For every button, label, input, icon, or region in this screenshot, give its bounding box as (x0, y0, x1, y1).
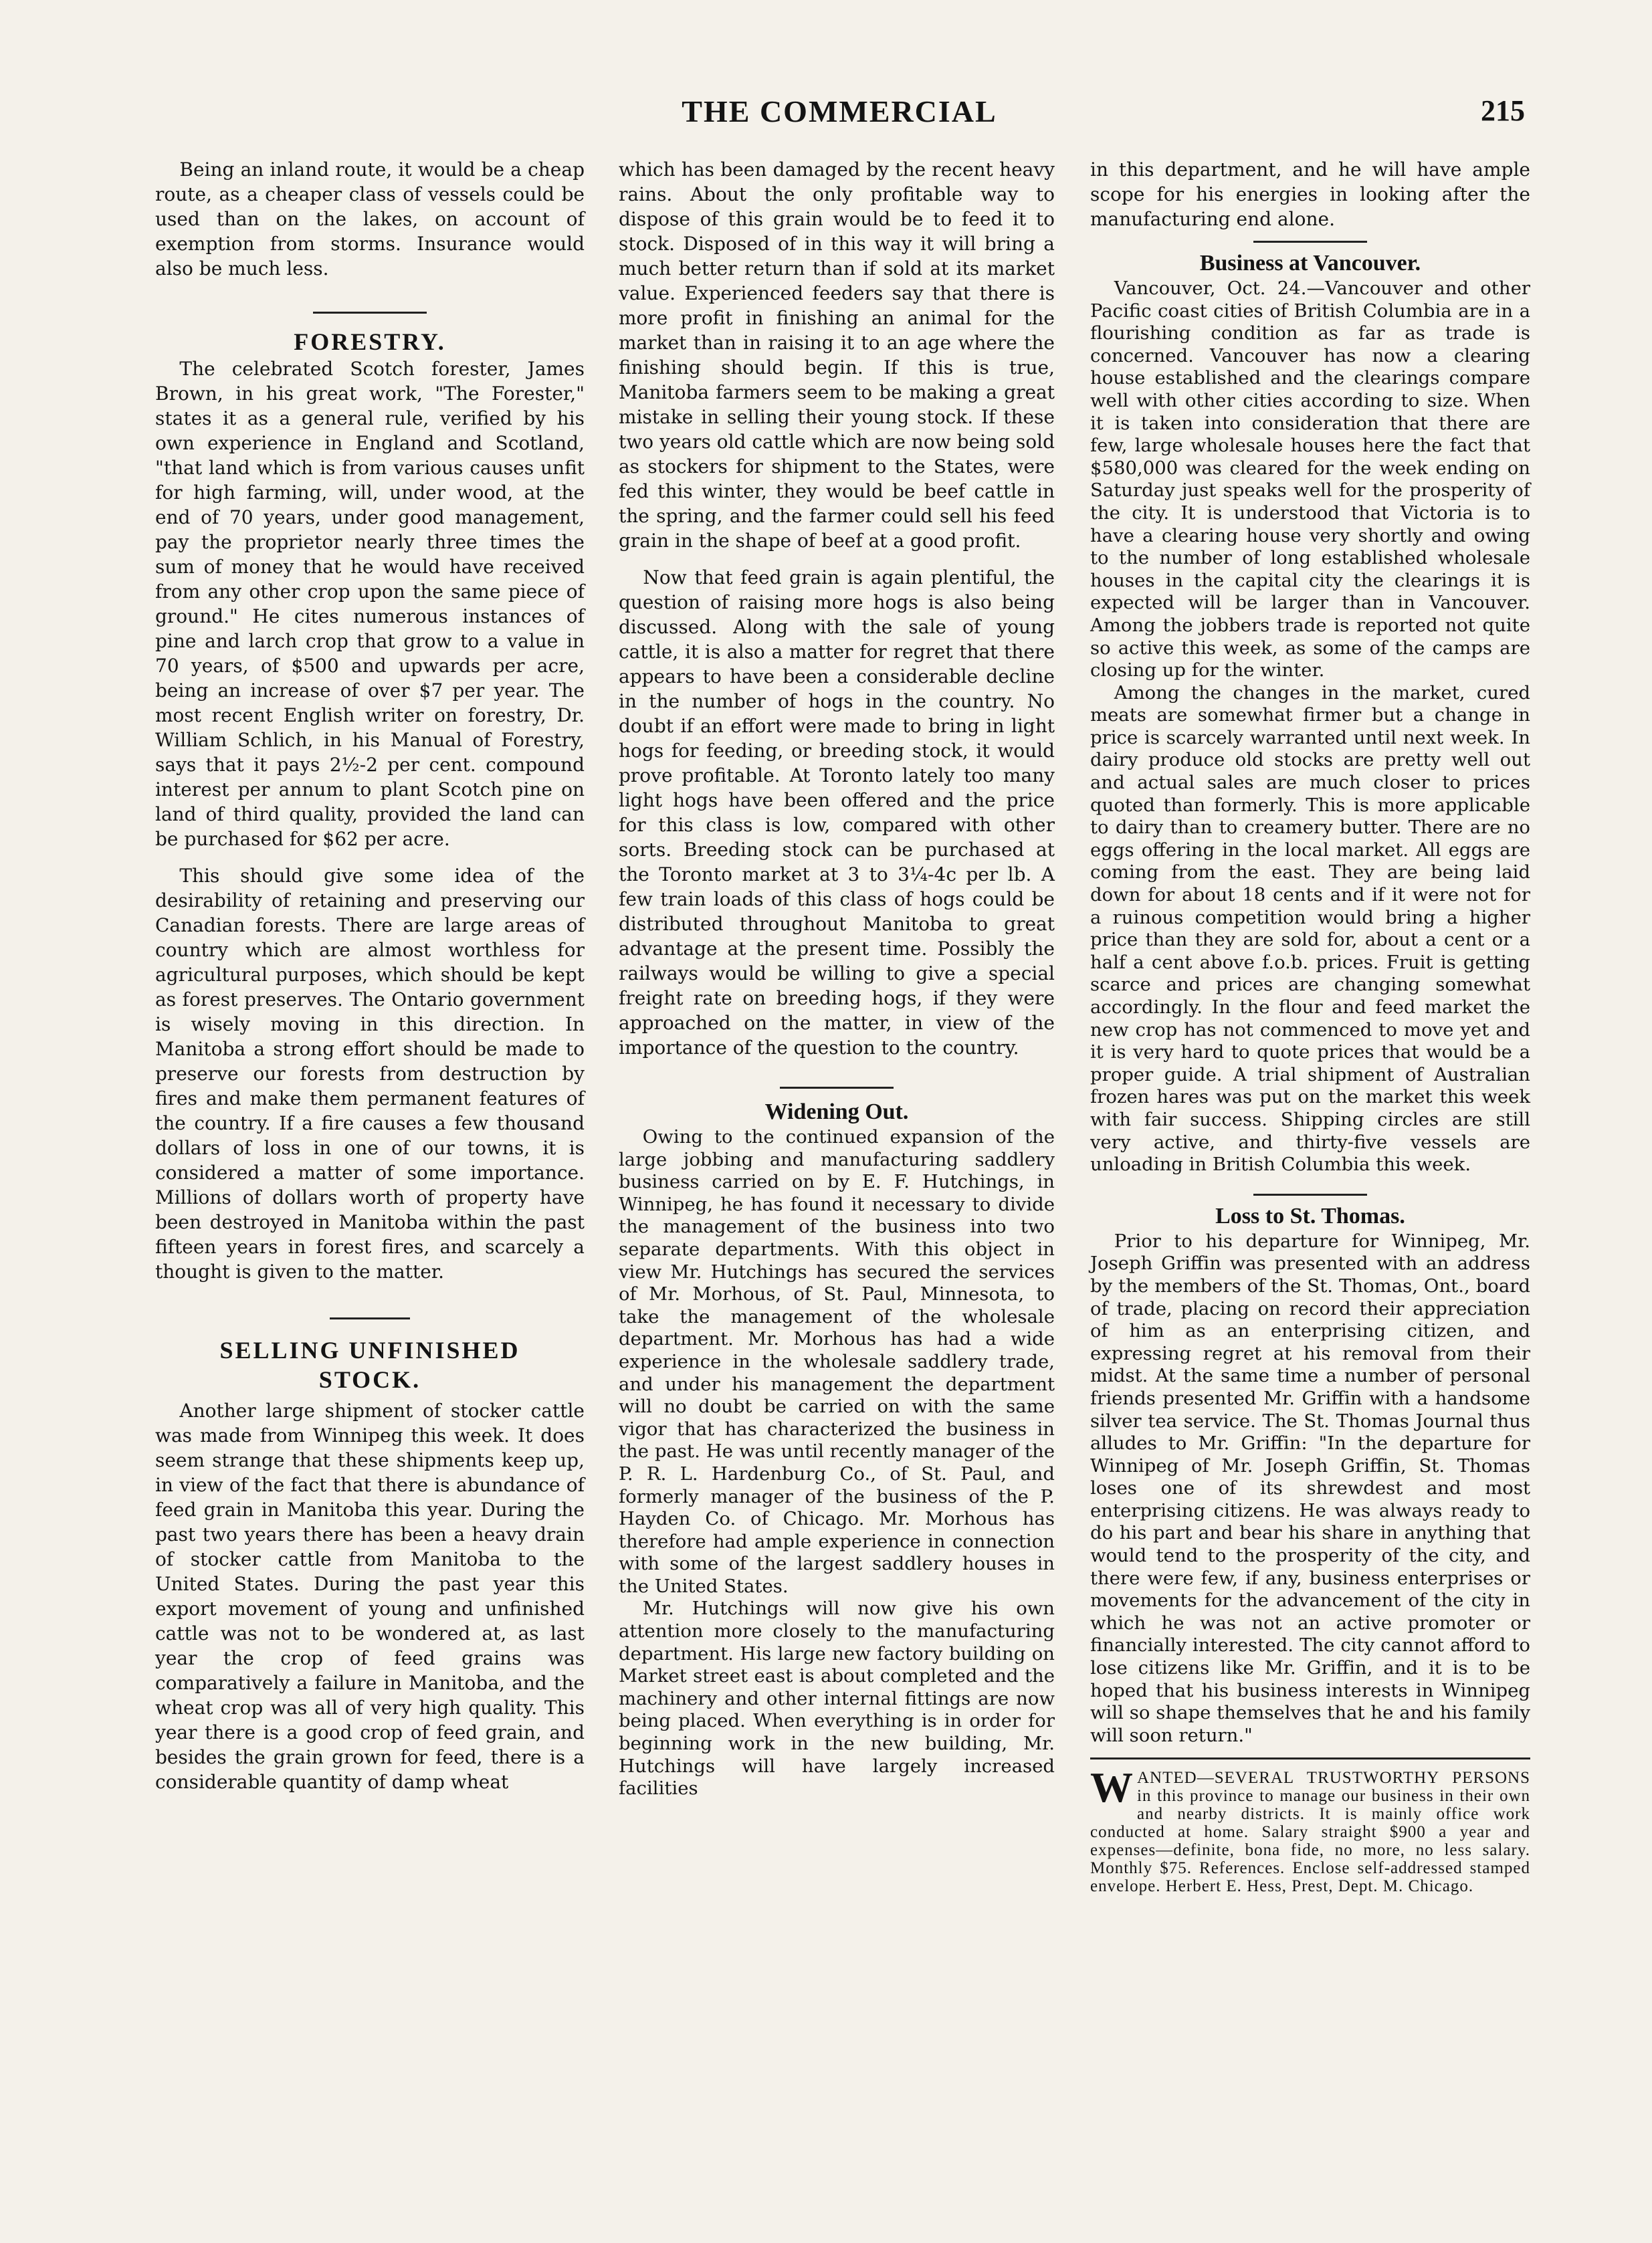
forestry-heading: FORESTRY. (294, 328, 446, 355)
vancouver-paragraph-2: Among the changes in the market, cured meats are somewhat firmer but a change in price is scarcely warranted until next week. In dairy produce old stocks are pretty well out and actual sales are much closer to prices quoted than formerly. This is more applicable to dairy than to creamery butter. There are no eggs offering in the local market. All eggs are coming from the east. They are being laid down for about 18 cents and if it were not for a ruinous competition would bring a higher price than they are sold for, about a cent or a half a cent above f.o.b. prices. Fruit is getting scarce and prices are changing somewhat accordingly. In the flour and feed market the new crop has not commenced to move yet and it is very hard to quote prices that would be a proper guide. A trial shipment of Australian frozen hares was put on the market this week with fair success. Shipping circles are still very active, and thirty-five vessels are unloading in British Columbia this week. (1090, 681, 1530, 1176)
column-1 (155, 157, 585, 1794)
column-3 (1090, 157, 1530, 1895)
continuation-paragraph: in this department, and he will have ample scope for his energies in looking after the manufacturing end alone. (1090, 158, 1530, 230)
page-number: 215 (1481, 94, 1525, 127)
forestry-paragraph-1: The celebrated Scotch forester, James Brown, in his great work, "The Forester," states it as a general rule, verified by his own experience in England and Scotland, "that land which is from various causes unfit for high farming, will, under wood, at the end of 70 years, under good management, pay the proprietor nearly three times the sum of money that he would have received from any other crop upon the same piece of ground." He cites numerous instances of pine and larch crop that grow to a value in 70 years, of $500 and upwards per acre, being an increase of over $7 per year. The most recent English writer on forestry, Dr. William Schlich, in his Manual of Forestry, says that it pays 2½-2 per cent. compound interest per annum to plant Scotch pine on land of third quality, provided the land can be purchased for $62 per acre. (155, 358, 585, 850)
loss-heading: Loss to St. Thomas. (1215, 1203, 1405, 1229)
ad-text: ANTED—SEVERAL TRUSTWORTHY PERSONS in this province to manage our business in their own and nearby districts. It is mainly office work conducted at home. Salary straight $900 a year and expenses—definite, bona fide, no more, no less salary. Monthly $75. References. Enclose self-addressed stamped envelope. Herbert E. Hess, Prest, Dept. M. Chicago. (1090, 1769, 1530, 1896)
hogs-paragraph: Now that feed grain is again plentiful, the question of raising more hogs is also being discussed. Along with the sale of young cattle, it is also a matter for regret that there appears to have been a considerable decline in the number of hogs in the country. No doubt if an effort were made to bring in light hogs for feeding, or breeding stock, it would prove profitable. At Toronto lately too many light hogs have been offered and the price for this class is low, compared with other sorts. Breeding stock can be purchased at the Toronto market at 3 to 3¼-4c per lb. A few train loads of this class of hogs could be distributed throughout Manitoba to great advantage at the present time. Possibly the railways would be willing to give a special freight rate on breeding hogs, if they were approached on the matter, in view of the importance of the question to the country. (619, 566, 1055, 1059)
continuation-paragraph: Being an inland route, it would be a cheap route, as a cheaper class of vessels could be used than on the lakes, on account of exemption from storms. Insurance would also be much less. (155, 158, 585, 280)
vancouver-paragraph-1: Vancouver, Oct. 24.—Vancouver and other Pacific coast cities of British Columbia are in a flourishing condition as far as trade is concerned. Vancouver has now a clearing house established and the clearings compare well with other cities according to size. When it is taken into consideration that there are few, large wholesale houses here the fact that $580,000 was cleared for the week ending on Saturday just speaks well for the prosperity of the city. It is understood that Victoria is to have a clearing house very shortly and owing to the number of long established wholesale houses in the capital city the clearings it is expected will be larger than in Vancouver. Among the jobbers trade is reported not quite so active this week, as some of the camps are closing up for the winter. (1090, 278, 1530, 681)
publication-title: THE COMMERCIAL (682, 94, 997, 128)
forestry-paragraph-2: This should give some idea of the desirability of retaining and preserving our Canadian forests. There are large areas of country which are almost worthless for agricultural purposes, which should be kept as forest preserves. The Ontario government is wisely moving in this direction. In Manitoba a strong effort should be made to preserve our forests from destruction by fires and make them permanent features of the country. If a fire causes a few thousand dollars of loss in one of our towns, it is considered a matter of some importance. Millions of dollars worth of property have been destroyed in Manitoba within the past fifteen years in forest fires, and scarcely a thought is given to the matter. (155, 865, 585, 1283)
loss-paragraph-1: Prior to his departure for Winnipeg, Mr. Joseph Griffin was presented with an address by the members of the St. Thomas, Ont., board of trade, placing on record their appreciation of him as an enterprising citizen, and expressing regret at his removal from their midst. At the same time a number of personal friends presented Mr. Griffin with a handsome silver tea service. The St. Thomas Journal thus alludes to Mr. Griffin: "In the departure for Winnipeg of Mr. Joseph Griffin, St. Thomas loses one of its shrewdest and most enterprising citizens. He was always ready to do his part and bear his share in anything that would tend to the prosperity of the city, and there were few, if any, business enterprises or movements for the advancement of the city in which he was not an active promoter or financially interested. The city cannot afford to lose citizens like Mr. Griffin, and it is to be hoped that his business interests in Winnipeg will so shape themselves that he and his family will soon return." (1090, 1230, 1530, 1746)
selling-paragraph-1: Another large shipment of stocker cattle was made from Winnipeg this week. It does seem strange that these shipments keep up, in view of the fact that there is abundance of feed grain in Manitoba this year. During the past two years there has been a heavy drain of stocker cattle from Manitoba to the United States. During the past year this export movement of young and unfinished cattle was not to be wondered at, as last year the crop of feed grains was comparatively a failure in Manitoba, and the wheat crop was all of very high quality. This year there is a good crop of feed grain, and besides the grain grown for feed, there is a considerable quantity of damp wheat (155, 1400, 585, 1793)
widening-paragraph-1: Owing to the continued expansion of the large jobbing and manufacturing saddlery business carried on by E. F. Hutchings, in Winnipeg, he has found it necessary to divide the management of the business into two separate departments. With this object in view Mr. Hutchings has secured the services of Mr. Morhous, of St. Paul, Minnesota, to take the management of the wholesale department. Mr. Morhous has had a wide experience in the wholesale saddlery trade, and under his management the department will no doubt be carried on with the same vigor that has characterized the business in the past. He was until recently manager of the P. R. L. Hardenburg Co., of St. Paul, and formerly manager of the business of the P. Hayden Co. of Chicago. Mr. Morhous has therefore had ample experience in connection with some of the largest saddlery houses in the United States. (619, 1126, 1055, 1597)
vancouver-heading: Business at Vancouver. (1199, 251, 1421, 276)
classified-advertisement (1090, 1757, 1530, 1895)
page-header (154, 94, 1525, 140)
selling-heading-line-2: STOCK. (318, 1366, 421, 1393)
ad-dropcap: W (1090, 1764, 1133, 1812)
column-2 (619, 157, 1055, 1800)
widening-paragraph-2: Mr. Hutchings will now give his own attention more closely to the manufacturing department. His large new factory building on Market street east is about completed and the machinery and other internal fittings are now being placed. When everything is in order for beginning work in the new building, Mr. Hutchings will have largely increased facilities (619, 1598, 1055, 1800)
widening-heading: Widening Out. (764, 1099, 909, 1124)
continuation-paragraph: which has been damaged by the recent heavy rains. About the only profitable way to dispose of this grain would be to feed it to stock. Disposed of in this way it will bring a much better return than if sold at its market value. Experienced feeders say that there is more profit in finishing an animal for the market than in raising it to an age where the finishing should begin. If this is true, Manitoba farmers seem to be making a great mistake in selling their young stock. If these two years old cattle which are now being sold as stockers for shipment to the States, were fed this winter, they would be beef cattle in the spring, and the farmer could sell his feed grain in the shape of beef at a good profit. (619, 158, 1055, 552)
selling-heading-line-1: SELLING UNFINISHED (219, 1337, 520, 1364)
